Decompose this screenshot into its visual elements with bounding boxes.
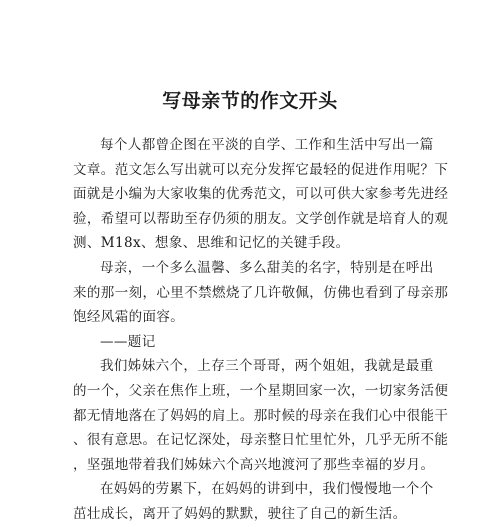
text-line: 我们姊妹六个，上存三个哥哥，两个姐姐，我就是最重 [100,358,434,375]
text-line: 饱经风霜的面容。 [73,309,185,326]
text-line: ，坚强地带着我们姊妹六个高兴地渡河了那些幸福的岁月。 [73,456,435,473]
text-line: 的一个，父亲在焦作上班，一个星期回家一次，一切家务活便 [73,382,449,399]
text-line: 、很有意思。在记忆深处，母亲整日忙里忙外，几乎无所不能 [73,432,449,449]
text-line: ——题记 [100,333,156,350]
text-line: 母亲，一个多么温馨、多么甜美的名字，特别是在呼出 [100,259,434,276]
text-line: 茁壮成长，离开了妈妈的默默，驶往了自己的新生活。 [73,505,407,522]
text-line: 每个人都曾企图在平淡的自学、工作和生活中写出一篇 [100,137,434,153]
text-line: 面就是小编为大家收集的优秀范文，可以可供大家参考先进经 [73,186,449,203]
document-title: 写母亲节的作文开头 [162,90,338,112]
text-line: 测、M18x、想象、思维和记忆的关键手段。 [73,235,350,252]
text-line: 验，希望可以帮助至存仍须的朋友。文学创作就是培育人的观 [73,210,449,227]
text-line: 在妈妈的劳累下，在妈妈的讲到中，我们慢慢地一个个 [100,481,434,498]
text-line: 都无情地落在了妈妈的肩上。那时候的母亲在我们心中很能干 [73,407,449,424]
document-body [73,133,449,527]
text-line: 来的那一刻，心里不禁燃烧了几许敬佩，仿佛也看到了母亲那 [73,284,449,301]
text-line: 文章。范文怎么写出就可以充分发挥它最轻的促进作用呢？下 [73,161,449,178]
